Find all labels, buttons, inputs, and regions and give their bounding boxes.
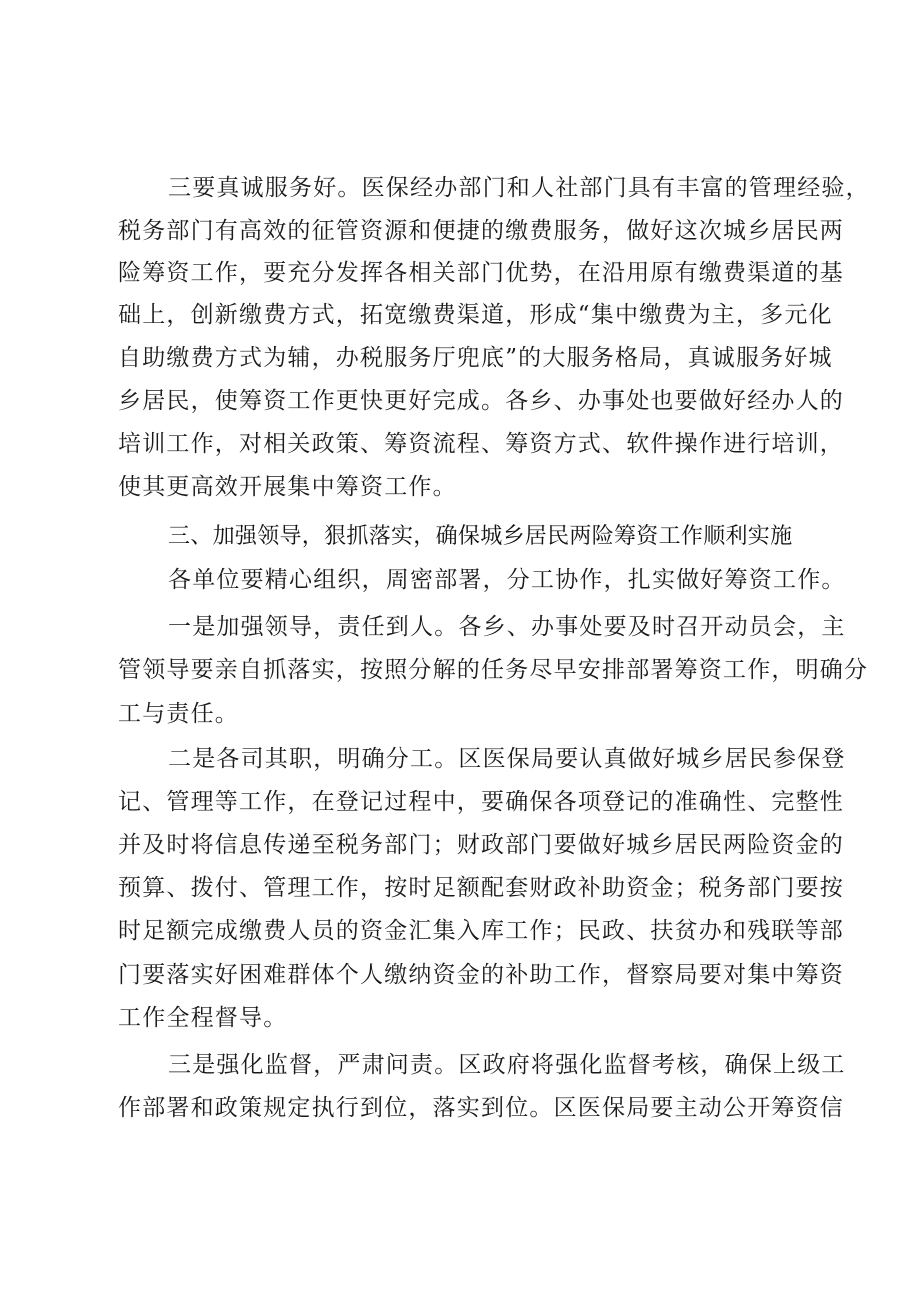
item-3-line-2: 作部署和政策规定执行到位，落实到位。区医保局要主动公开筹资信 — [118, 1095, 844, 1121]
section-3-intro: 各单位要精心组织，周密部署，分工协作，扎实做好筹资工作。 — [168, 567, 846, 593]
paragraph-1-line-5: 自助缴费方式为辅，办税服务厅兜底”的大服务格局，真诚服务好城 — [118, 345, 833, 371]
section-3-heading: 三、加强领导，狠抓落实，确保城乡居民两险筹资工作顺利实施 — [168, 524, 793, 549]
item-2-line-2: 记、管理等工作，在登记过程中，要确保各项登记的准确性、完整性 — [118, 789, 844, 815]
item-2-line-1: 二是各司其职，明确分工。区医保局要认真做好城乡居民参保登 — [168, 746, 846, 772]
item-1-line-1: 一是加强领导，责任到人。各乡、办事处要及时召开动员会，主 — [168, 614, 846, 640]
paragraph-1-line-1: 三要真诚服务好。医保经办部门和人社部门具有丰富的管理经验， — [168, 175, 870, 201]
paragraph-1-line-4: 础上，创新缴费方式，拓宽缴费渠道，形成“集中缴费为主，多元化 — [118, 302, 833, 328]
item-1-line-3: 工与责任。 — [118, 701, 239, 727]
item-2-line-6: 门要落实好困难群体个人缴纳资金的补助工作，督察局要对集中筹资 — [118, 962, 844, 988]
item-1-line-2: 管领导要亲自抓落实，按照分解的任务尽早安排部署筹资工作，明确分 — [118, 657, 869, 683]
paragraph-1-line-8: 使其更高效开展集中筹资工作。 — [118, 474, 457, 500]
item-2-line-7: 工作全程督导。 — [118, 1005, 288, 1031]
paragraph-1-line-6: 乡居民，使筹资工作更快更好完成。各乡、办事处也要做好经办人的 — [118, 388, 844, 414]
paragraph-1-line-7: 培训工作，对相关政策、筹资流程、筹资方式、软件操作进行培训， — [118, 431, 844, 457]
item-2-line-3: 并及时将信息传递至税务部门；财政部门要做好城乡居民两险资金的 — [118, 832, 844, 858]
item-2-line-4: 预算、拨付、管理工作，按时足额配套财政补助资金；税务部门要按 — [118, 875, 844, 901]
paragraph-1-line-2: 税务部门有高效的征管资源和便捷的缴费服务，做好这次城乡居民两 — [118, 218, 844, 244]
item-2-line-5: 时足额完成缴费人员的资金汇集入库工作；民政、扶贫办和残联等部 — [118, 918, 844, 944]
item-3-line-1: 三是强化监督，严肃问责。区政府将强化监督考核，确保上级工 — [168, 1052, 846, 1078]
paragraph-1-line-3: 险筹资工作，要充分发挥各相关部门优势，在沿用原有缴费渠道的基 — [118, 260, 844, 286]
